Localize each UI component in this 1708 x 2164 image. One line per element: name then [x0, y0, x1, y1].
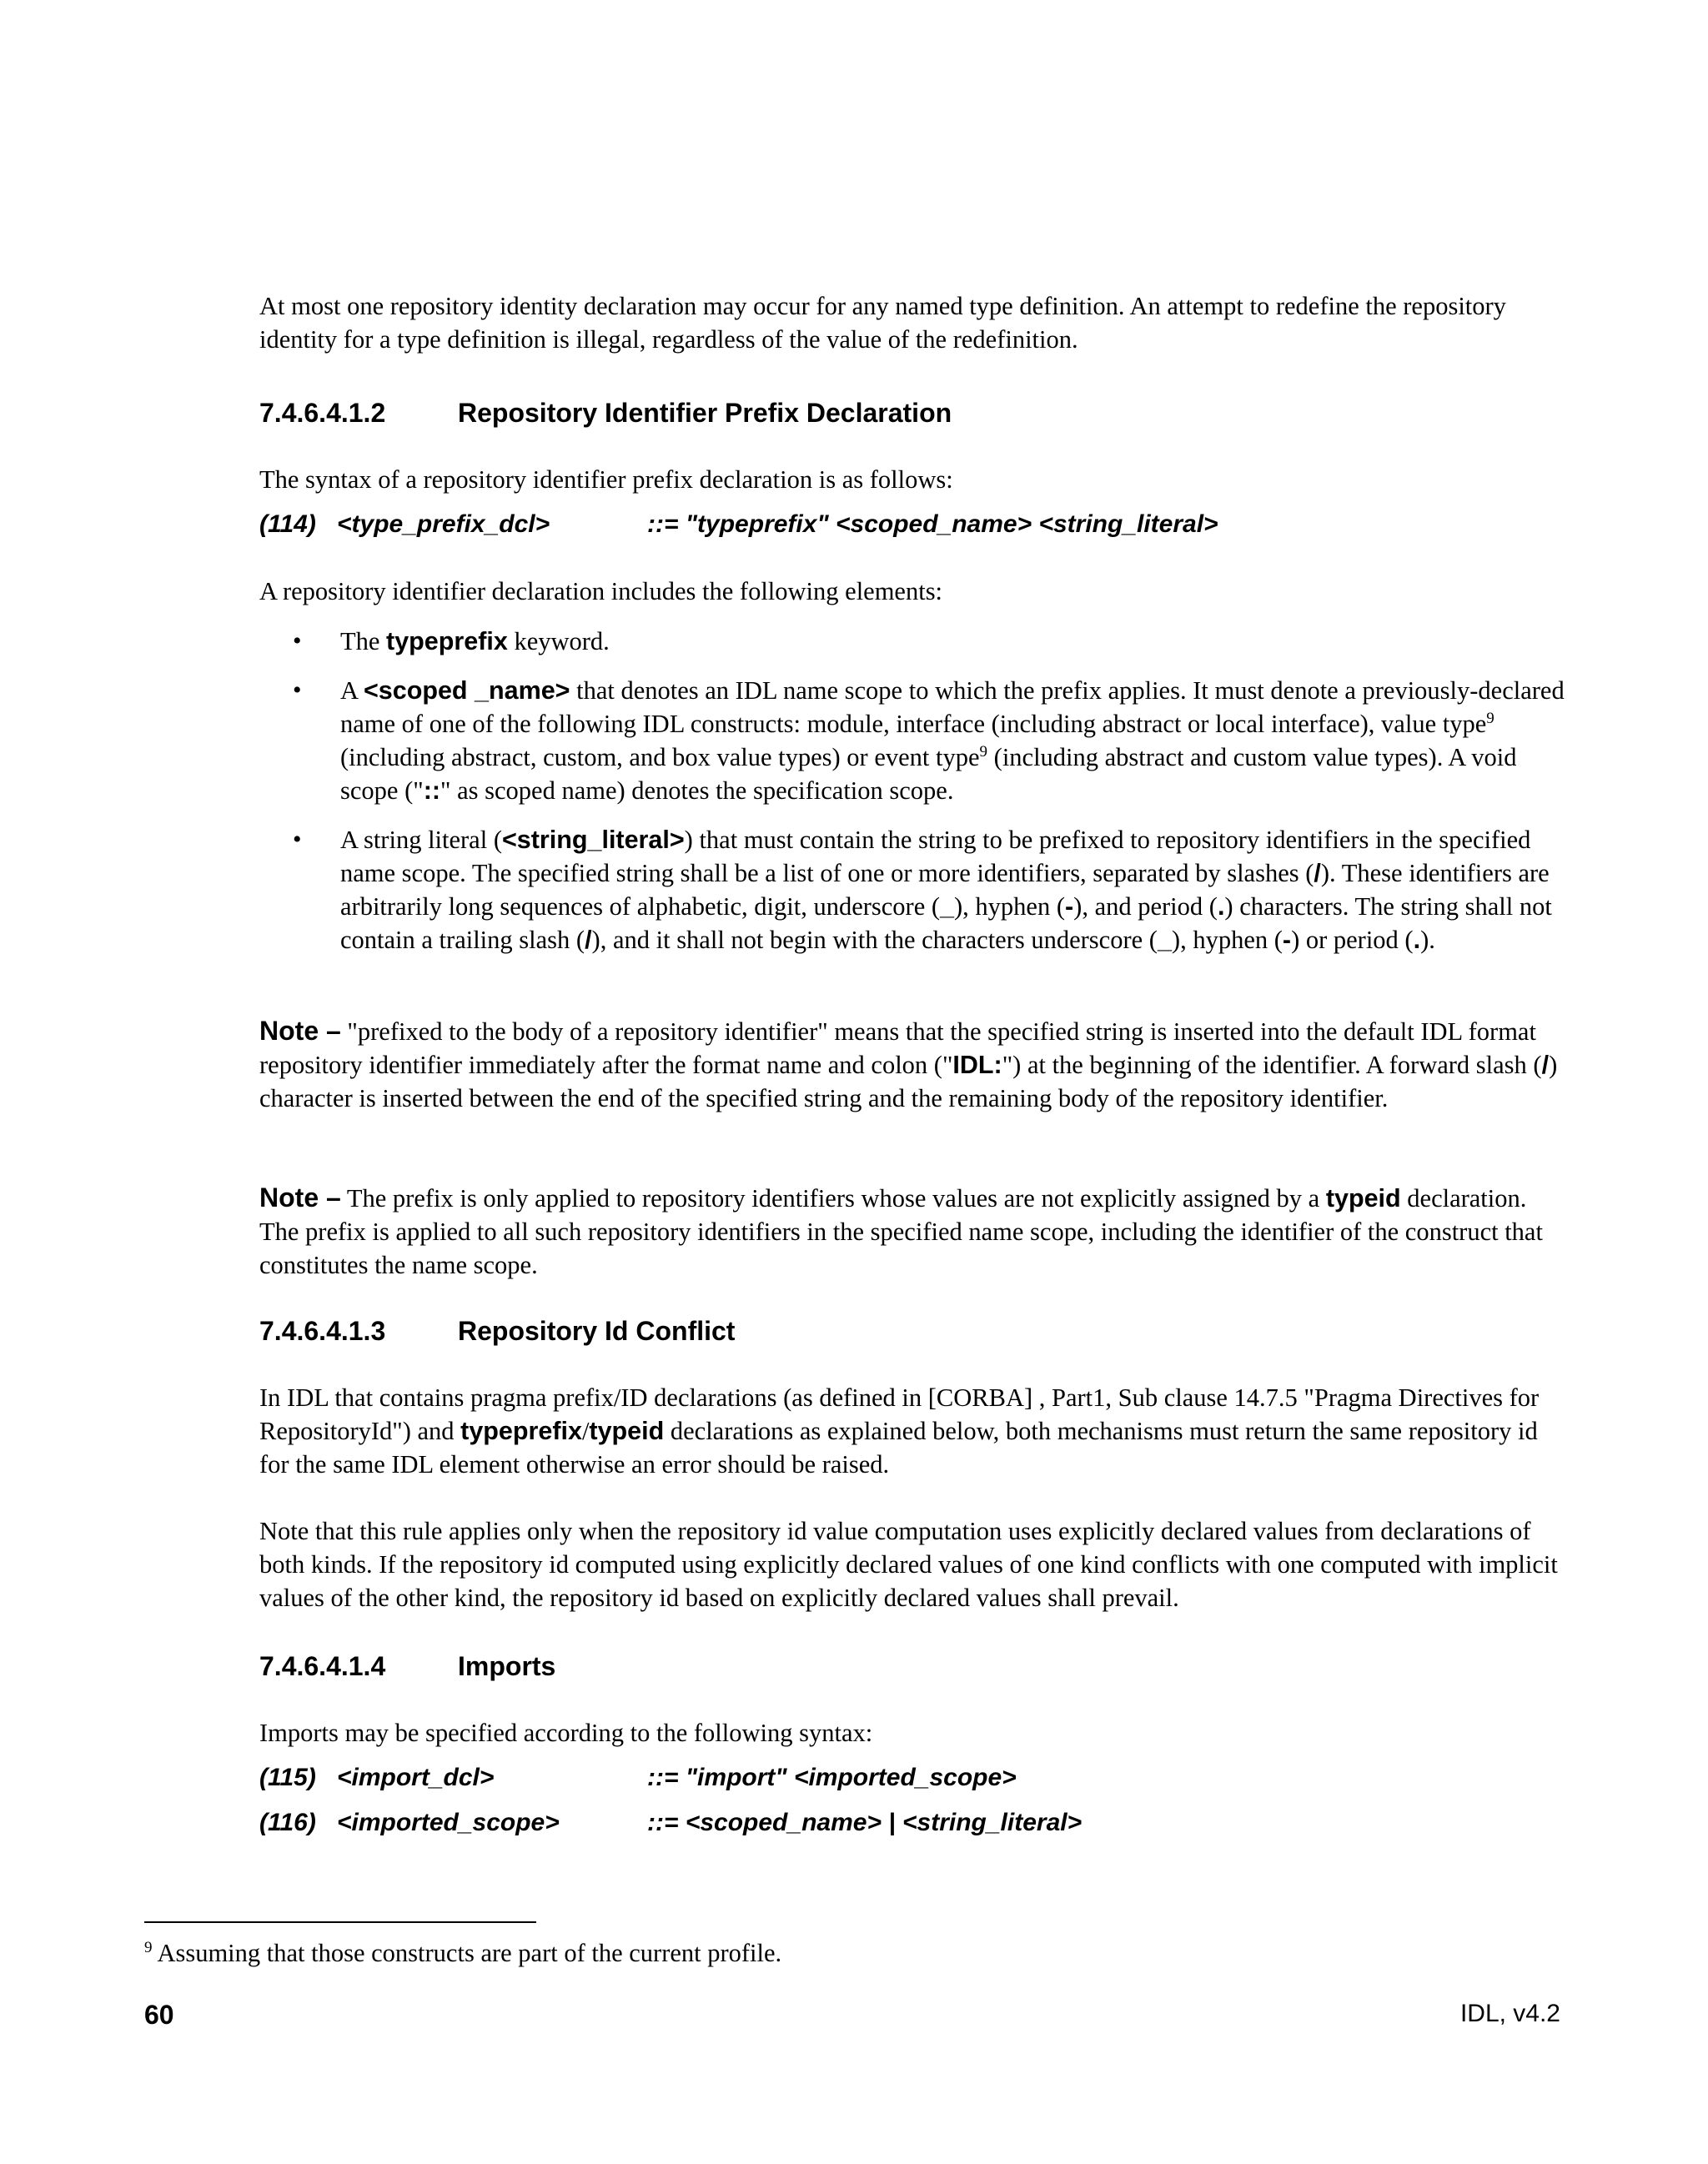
- text: In IDL that contains pragma prefix/ID declarations (as defined in [CORBA] , Part1, Sub clause 14.7.5 "Pragma Directives for RepositoryId") and: [259, 1383, 1540, 1445]
- section-title: Repository Identifier Prefix Declaration: [458, 398, 952, 428]
- list-item: [259, 625, 1569, 658]
- list-item: [259, 823, 1569, 956]
- note-label: Note –: [259, 1182, 341, 1213]
- text: declarations as explained below, both mechanisms must return the same repository id for the same IDL element otherwise an error should be raised.: [259, 1417, 1538, 1479]
- element-bullet-list: [259, 625, 1569, 956]
- list-item: [259, 674, 1569, 807]
- grammar-rule-116: [259, 1806, 1082, 1840]
- keyword: .: [1413, 926, 1421, 954]
- keyword: typeid: [1325, 1184, 1401, 1213]
- text: /: [581, 1417, 590, 1445]
- document-version: IDL, v4.2: [1459, 2000, 1560, 2027]
- footnote-reference: 9: [979, 742, 988, 761]
- footnote-reference: 9: [1486, 709, 1494, 727]
- rule-number: (115): [259, 1764, 316, 1791]
- section-number: 7.4.6.4.1.4: [259, 1651, 386, 1681]
- text: ), and period (: [1073, 892, 1218, 921]
- rule-rhs: ::= "import" <imported_scope>: [647, 1764, 1017, 1791]
- bullet-icon: •: [293, 627, 302, 655]
- keyword: <scoped _name>: [363, 676, 570, 705]
- text: ), hyphen (: [954, 892, 1065, 921]
- keyword: .: [1217, 892, 1225, 921]
- keyword: -: [1064, 892, 1074, 921]
- text: "prefixed to the body of a repository identifier" means that the specified string is inserted into the default IDL format repository identifier immediately after the format name and colon (": [259, 1017, 1536, 1079]
- rule-lhs: <type_prefix_dcl>: [337, 510, 550, 538]
- keyword: /: [1314, 859, 1321, 887]
- section-heading-7-4-6-4-1-2: [259, 396, 952, 429]
- text: The prefix is only applied to repository identifiers whose values are not explicitly assigned by a: [340, 1184, 1326, 1213]
- section-number: 7.4.6.4.1.2: [259, 398, 386, 428]
- rule-lhs: <imported_scope>: [337, 1809, 560, 1836]
- grammar-rule-114: [259, 508, 1218, 541]
- paragraph-repository-identity: At most one repository identity declaration may occur for any named type definition. An attempt to redefine the repository identity for a type definition is illegal, regardless of the value of the redefinition.: [259, 292, 1506, 354]
- footnote-separator: [144, 1921, 536, 1923]
- text: ) or period (: [1291, 926, 1414, 954]
- footnote-text: Assuming that those constructs are part of the current profile.: [152, 1939, 782, 1967]
- text: The: [340, 627, 387, 655]
- keyword: /: [585, 926, 592, 954]
- keyword: -: [1282, 926, 1292, 954]
- text: ) character is inserted between the end of the specified string and the remaining body of the repository identifier.: [259, 1051, 1558, 1112]
- text: that denotes an IDL name scope to which the prefix applies. It must denote a previously-declared name of one of the following IDL constructs: module, interface (including abstract or local interface), value type: [340, 676, 1565, 738]
- note-label: Note –: [259, 1016, 341, 1046]
- section-number: 7.4.6.4.1.3: [259, 1316, 386, 1346]
- text: ) that must contain the string to be prefixed to repository identifiers in the specified name scope. The specified string shall be a list of one or more identifiers, separated by slashes (: [340, 826, 1531, 887]
- paragraph-rule-applies: Note that this rule applies only when the repository id value computation uses explicitly declared values from declarations of both kinds. If the repository id computed using explicitly declared values of one kind conflicts with one computed with implicit values of the other kind, the repository id based on explicitly declared values shall prevail.: [259, 1517, 1558, 1612]
- keyword: /: [1541, 1051, 1550, 1079]
- text: keyword.: [507, 627, 610, 655]
- paragraph-elements-intro: A repository identifier declaration includes the following elements:: [259, 577, 943, 605]
- text: ).: [1420, 926, 1435, 954]
- rule-rhs: ::= "typeprefix" <scoped_name> <string_literal>: [647, 510, 1218, 538]
- paragraph-imports-intro: Imports may be specified according to the following syntax:: [259, 1719, 873, 1747]
- keyword: ::: [423, 776, 441, 805]
- text: (including abstract and custom value types). A void scope (": [340, 743, 1517, 805]
- grammar-rule-115: [259, 1761, 1017, 1795]
- section-title: Imports: [458, 1651, 556, 1681]
- rule-lhs: <import_dcl>: [337, 1764, 495, 1791]
- keyword: typeprefix: [460, 1417, 582, 1445]
- bullet-icon: •: [293, 676, 302, 704]
- page-number: 60: [144, 2000, 174, 2030]
- text: ) characters. The string shall not contain a trailing slash (: [340, 892, 1552, 954]
- keyword: typeprefix: [386, 627, 508, 655]
- text: ), hyphen (: [1171, 926, 1283, 954]
- text: ") at the beginning of the identifier. A forward slash (: [1002, 1051, 1542, 1079]
- note-prefix-applied: [259, 1181, 1569, 1282]
- note-prefixed-body: [259, 1014, 1569, 1115]
- bullet-icon: •: [293, 826, 302, 853]
- paragraph-syntax-intro: The syntax of a repository identifier prefix declaration is as follows:: [259, 465, 953, 494]
- text: ), and it shall not begin with the characters underscore (: [591, 926, 1158, 954]
- rule-number: (116): [259, 1809, 316, 1836]
- keyword: <string_literal>: [501, 826, 685, 854]
- text: A string literal (: [340, 826, 502, 854]
- paragraph-id-conflict: [259, 1381, 1569, 1481]
- text: (including abstract, custom, and box value types) or event type: [340, 743, 980, 771]
- keyword: _: [1157, 926, 1172, 954]
- rule-number: (114): [259, 510, 316, 538]
- footnote-mark: 9: [144, 1938, 153, 1956]
- text: A: [340, 676, 364, 705]
- keyword: IDL:: [952, 1051, 1002, 1079]
- keyword: typeid: [589, 1417, 665, 1445]
- keyword: _: [940, 892, 954, 921]
- section-heading-7-4-6-4-1-3: [259, 1314, 735, 1348]
- text: ). These identifiers are arbitrarily long sequences of alphabetic, digit, underscore (: [340, 859, 1550, 921]
- text: declaration. The prefix is applied to all such repository identifiers in the specified name scope, including the identifier of the construct that constitutes the name scope.: [259, 1184, 1543, 1279]
- rule-rhs: ::= <scoped_name> | <string_literal>: [647, 1809, 1083, 1836]
- text: " as scoped name) denotes the specification scope.: [440, 776, 954, 805]
- section-title: Repository Id Conflict: [458, 1316, 736, 1346]
- section-heading-7-4-6-4-1-4: [259, 1649, 555, 1683]
- footnote-9: [144, 1936, 781, 1970]
